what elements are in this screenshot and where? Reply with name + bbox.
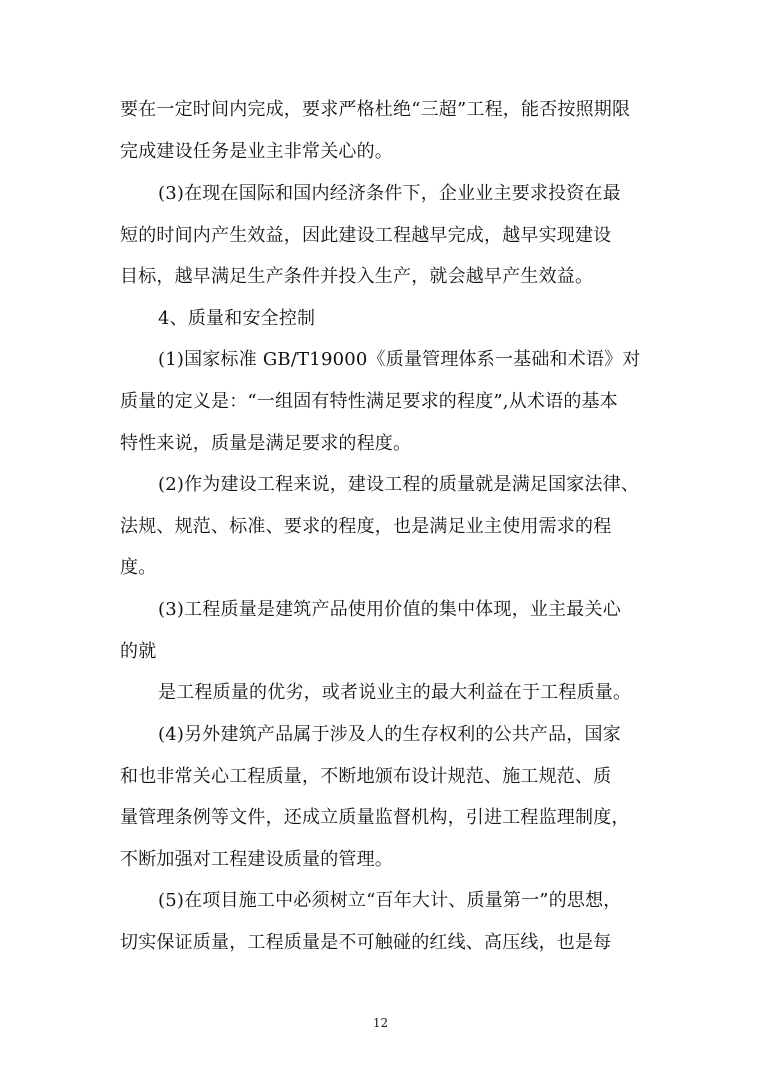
text-line: (2)作为建设工程来说，建设工程的质量就是满足国家法律、 bbox=[158, 474, 640, 495]
text-line: 度。 bbox=[120, 557, 157, 578]
text-line: 完成建设任务是业主非常关心的。 bbox=[120, 141, 393, 162]
text-line: (1)国家标准 GB/T19000《质量管理体系一基础和术语》对 bbox=[158, 349, 641, 370]
text-line: (4)另外建筑产品属于涉及人的生存权利的公共产品，国家 bbox=[158, 724, 621, 745]
text-line: 的就 bbox=[120, 641, 157, 662]
page-number: 12 bbox=[372, 1016, 389, 1030]
text-line: 短的时间内产生效益，因此建设工程越早完成，越早实现建设 bbox=[120, 225, 612, 246]
text-line: 是工程质量的优劣，或者说业主的最大利益在于工程质量。 bbox=[158, 682, 632, 703]
text-line: 目标，越早满足生产条件并投入生产，就会越早产生效益。 bbox=[120, 266, 594, 287]
text-line: 法规、规范、标准、要求的程度，也是满足业主使用需求的程 bbox=[120, 516, 612, 537]
text-line: 和也非常关心工程质量，不断地颁布设计规范、施工规范、质 bbox=[120, 766, 612, 787]
text-line: (3)在现在国际和国内经济条件下，企业业主要求投资在最 bbox=[158, 183, 621, 204]
section-heading: 4、质量和安全控制 bbox=[158, 308, 316, 329]
text-line: (3)工程质量是建筑产品使用价值的集中体现，业主最关心 bbox=[158, 599, 621, 620]
text-line: (5)在项目施工中必须树立“百年大计、质量第一”的思想， bbox=[158, 890, 622, 911]
text-line: 切实保证质量，工程质量是不可触碰的红线、高压线，也是每 bbox=[120, 932, 612, 953]
text-line: 不断加强对工程建设质量的管理。 bbox=[120, 849, 393, 870]
text-line: 特性来说，质量是满足要求的程度。 bbox=[120, 433, 412, 454]
text-line: 质量的定义是：“一组固有特性满足要求的程度”,从术语的基本 bbox=[120, 391, 618, 412]
text-line: 量管理条例等文件，还成立质量监督机构，引进工程监理制度， bbox=[120, 807, 630, 828]
text-line: 要在一定时间内完成，要求严格杜绝“三超”工程，能否按照期限 bbox=[120, 99, 631, 120]
